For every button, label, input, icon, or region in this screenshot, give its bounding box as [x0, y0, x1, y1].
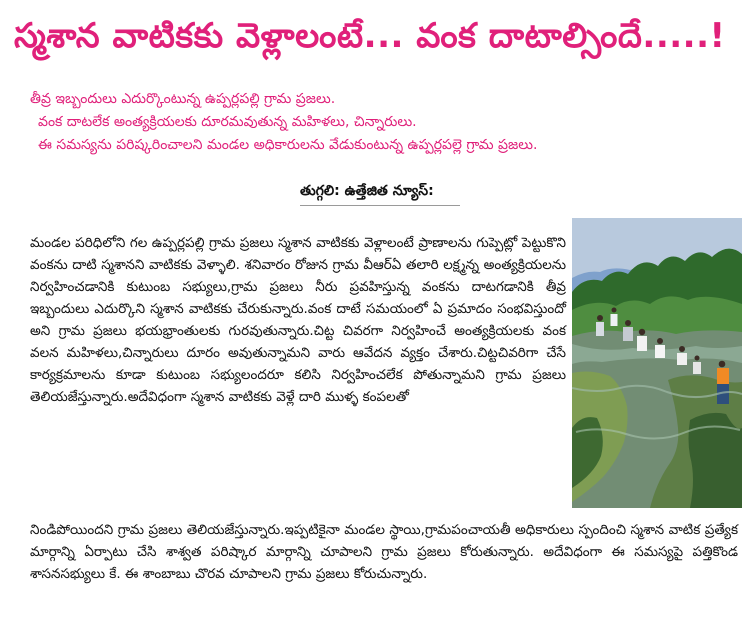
person-head [695, 356, 700, 361]
person-body [655, 345, 665, 358]
subheading-1: తీవ్ర ఇబ్బందులు ఎదుర్కొంటున్న ఉప్పర్లపల్లి గ్రామ ప్రజలు. [30, 91, 336, 107]
photo-illustration [572, 218, 742, 508]
person-head [612, 308, 617, 313]
dateline: తుగ్గలి: ఉత్తేజిత న్యూస్: [300, 183, 434, 199]
person-body [693, 362, 701, 374]
subheadings [30, 88, 730, 157]
person-head [657, 338, 663, 344]
person-body [611, 314, 618, 326]
headline: స్మశాన వాటికకు వెళ్లాలంటే... వంక దాటాల్సిందే.....! [14, 16, 726, 56]
person-head [719, 361, 726, 368]
subheading-2: వంక దాటలేక అంత్యక్రియలకు దూరమవుతున్న మహిళలు, చిన్నారులు. [38, 114, 417, 130]
person-head [625, 320, 631, 326]
person-body [677, 353, 687, 365]
person-head [639, 329, 645, 335]
stream-crossing-photo [572, 218, 742, 508]
person-body [623, 327, 633, 341]
person-body [596, 322, 604, 336]
person-body [717, 368, 729, 386]
person-head [679, 346, 685, 352]
dateline-underline [300, 205, 460, 206]
subheading-3: ఈ సమస్యను పరిష్కరించాలని మండల అధికారులను వేడుకుంటున్న ఉప్పర్లపల్లె గ్రామ ప్రజలు. [38, 137, 538, 153]
article-body-full: నిండిపోయిందని గ్రామ ప్రజలు తెలియజేస్తున్నారు.ఇప్పటికైనా మండల స్థాయి,గ్రామపంచాయతీ అధికారులు స్పందించి స్మశాన వాటిక ప్రత్యేక మార్గాన్ని ఏర్పాటు చేసి శాశ్వత పరిష్కార మార్గాన్ని చూపాలని గ్రామ ప్రజలు కోరుతున్నారు. అదేవిధంగా ఈ సమస్యపై పత్తికొండ శాసనసభ్యులు కే. ఈ శాంబాబు చొరవ చూపాలని గ్రామ ప్రజలు కోరుచున్నారు. [30, 522, 738, 582]
article-body-wrapped: మండల పరిధిలోని గల ఉప్పర్లపల్లి గ్రామ ప్రజలు స్మశాన వాటికకు వెళ్లాలంటే ప్రాణాలను గుప్పెట్లో పెట్టుకొని వంకను దాటి స్మశానని వాటికకు వెళ్ళాలి. శనివారం రోజున గ్రామ వీఆర్ఏ తలారి లక్ష్మన్న అంత్యక్రియలను నిర్వహించడానికి కుటుంబ సభ్యులు,గ్రామ ప్రజలు నీరు ప్రవహిస్తున్న వంకను దాటగడానికి తీవ్ర ఇబ్బందులు ఎదుర్కొని స్మశాన వాటికకు చేరుకున్నారు.వంక దాటే సమయంలో ఏ ప్రమాదం సంభవిస్తుందో అని గ్రామ ప్రజలు భయభ్రాంతులకు గురవుతున్నారు.చిట్ట చివరగా నిర్వహించే అంత్యక్రియలకు వంక వలన మహిళలు,చిన్నారులు దూరం అవుతున్నామని వారు ఆవేదన వ్యక్తం చేశారు.చిట్టచివరిగా చేసే కార్యక్రమాలను కూడా కుటుంబ సభ్యులందరూ కలిసి నిర్వహించలేక పోతున్నామని గ్రామ ప్రజలు తెలియజేస్తున్నారు.అదేవిధంగా స్మశాన వాటికకు వెళ్లే దారి ముళ్ళ కంపలతో [30, 235, 566, 405]
person-head [597, 315, 603, 321]
person-body [637, 336, 647, 351]
